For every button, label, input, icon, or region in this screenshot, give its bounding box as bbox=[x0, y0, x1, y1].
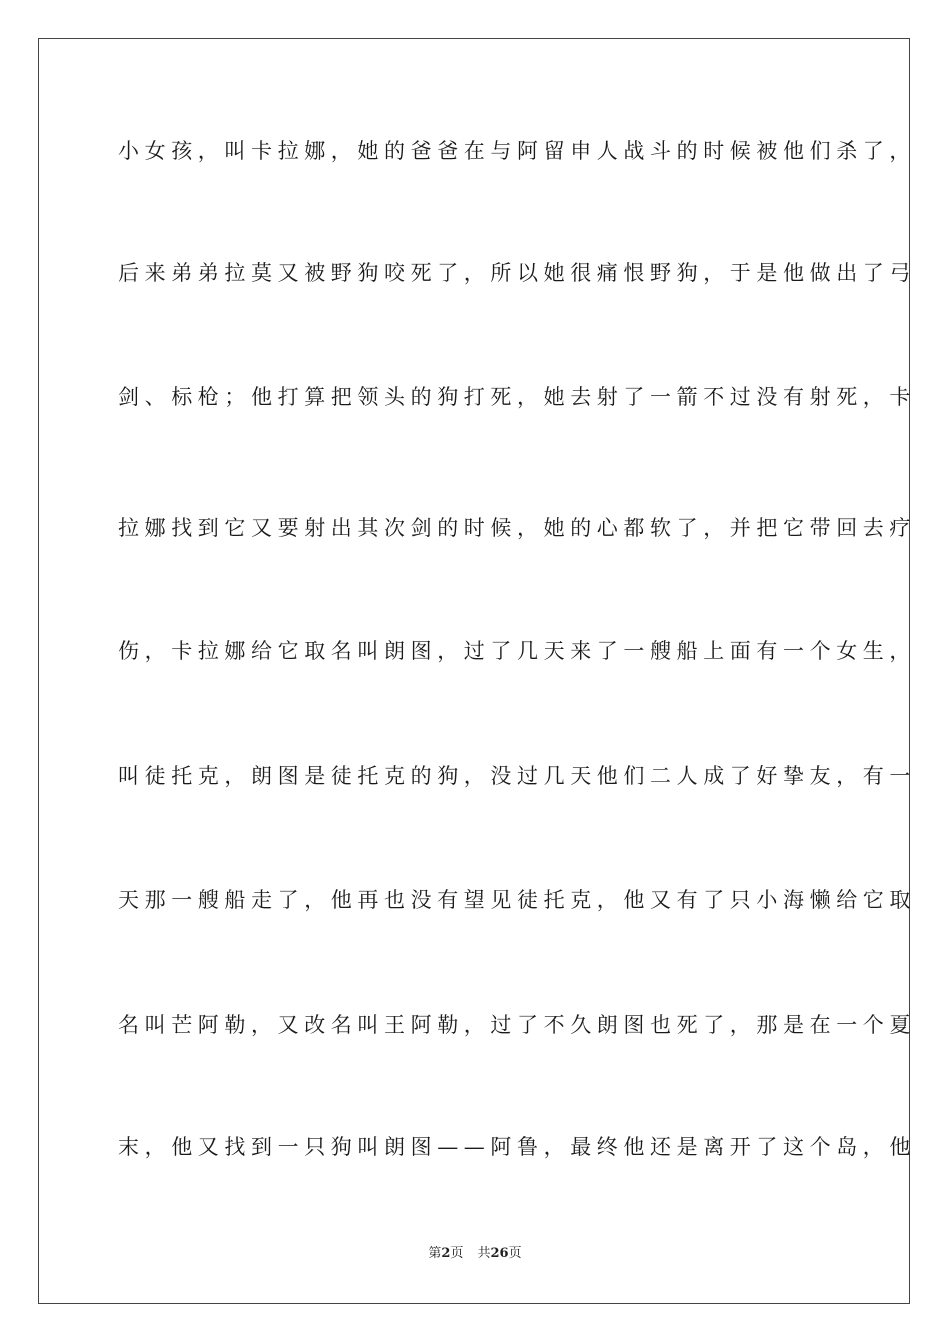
text-line-3: 剑、标枪；他打算把领头的狗打死，她去射了一箭不过没有射死，卡 bbox=[118, 385, 916, 409]
page-number-suffix: 页 bbox=[450, 1246, 464, 1261]
text-line-7: 天那一艘船走了，他再也没有望见徒托克，他又有了只小海懒给它取 bbox=[118, 888, 916, 912]
page-footer bbox=[0, 1245, 950, 1263]
total-pages-suffix: 页 bbox=[508, 1246, 522, 1261]
text-line-5: 伤，卡拉娜给它取名叫朗图，过了几天来了一艘船上面有一个女生， bbox=[118, 639, 916, 663]
page-number-prefix: 第 bbox=[428, 1246, 442, 1261]
text-line-4: 拉娜找到它又要射出其次剑的时候，她的心都软了，并把它带回去疗 bbox=[118, 516, 916, 540]
text-line-8: 名叫芒阿勒，又改名叫王阿勒，过了不久朗图也死了，那是在一个夏 bbox=[118, 1013, 916, 1037]
text-line-9: 末，他又找到一只狗叫朗图——阿鲁，最终他还是离开了这个岛，他 bbox=[118, 1135, 916, 1159]
page-number: 2 bbox=[441, 1246, 451, 1261]
total-pages: 26 bbox=[490, 1246, 509, 1261]
total-pages-prefix: 共 bbox=[477, 1246, 491, 1261]
text-line-1: 小女孩，叫卡拉娜，她的爸爸在与阿留申人战斗的时候被他们杀了， bbox=[118, 139, 916, 163]
page-border bbox=[38, 38, 916, 1304]
text-line-6: 叫徒托克，朗图是徒托克的狗，没过几天他们二人成了好挚友，有一 bbox=[118, 764, 916, 788]
text-line-2: 后来弟弟拉莫又被野狗咬死了，所以她很痛恨野狗，于是他做出了弓 bbox=[118, 261, 916, 285]
